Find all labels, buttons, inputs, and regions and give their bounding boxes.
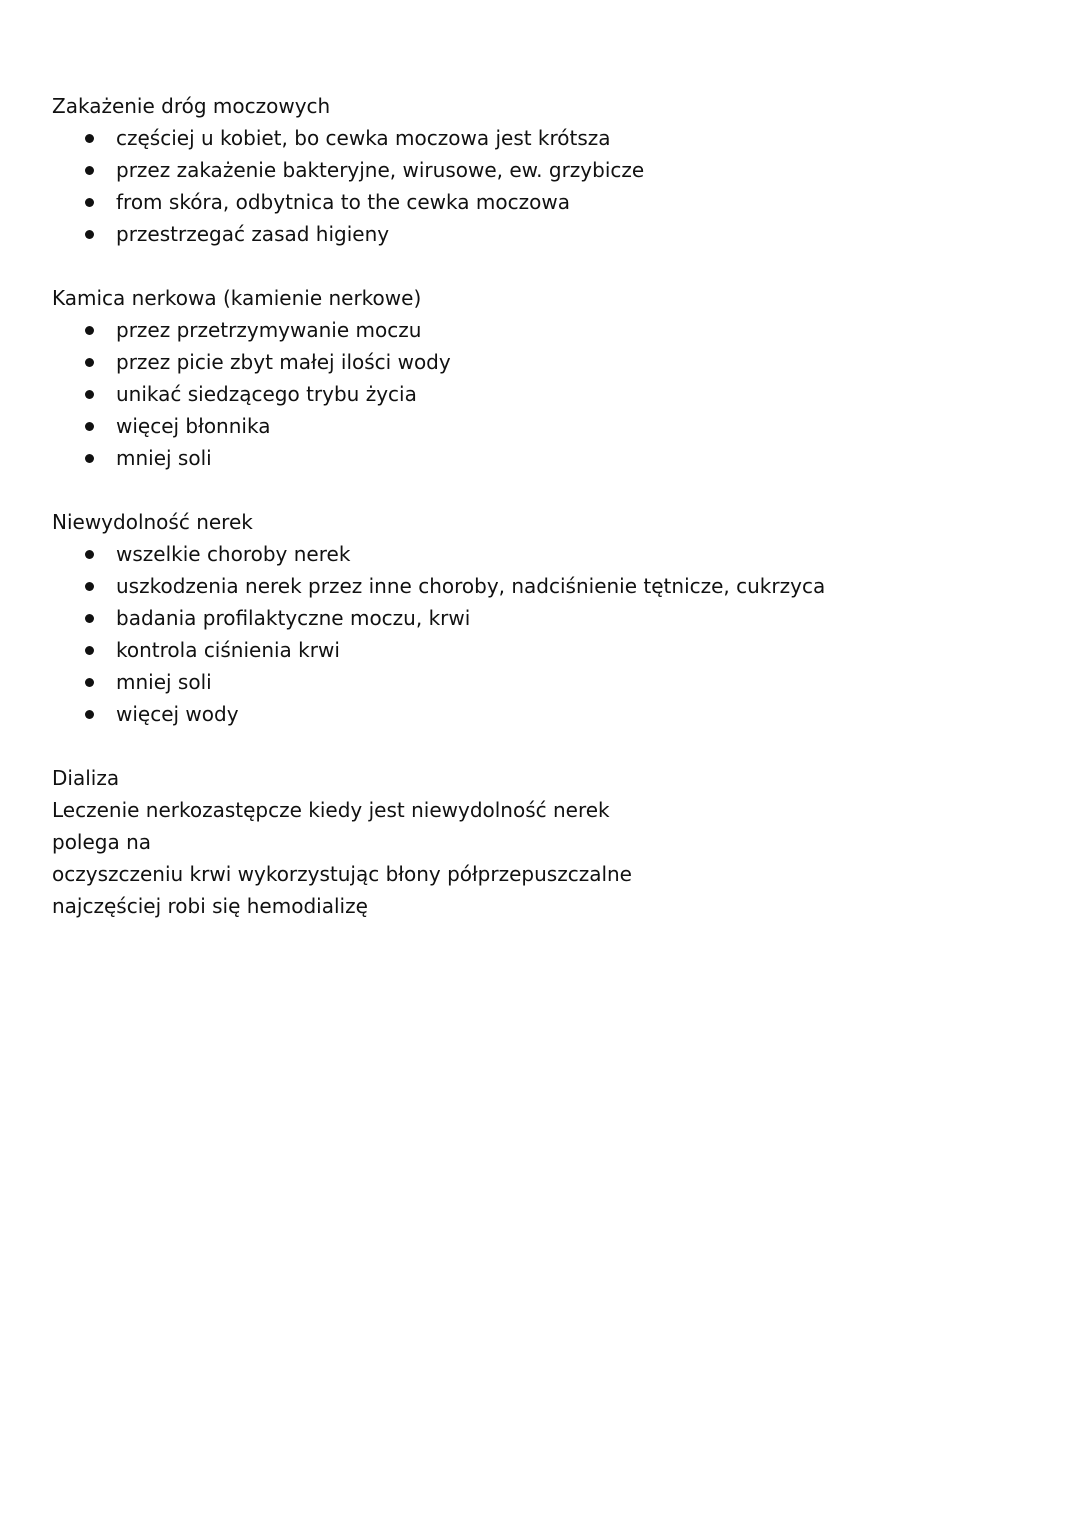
- bullet-icon: [85, 614, 94, 623]
- bullet-list: [52, 314, 1032, 474]
- list-item-text: badania profilaktyczne moczu, krwi: [116, 606, 471, 630]
- paragraph-line: Leczenie nerkozastępcze kiedy jest niewydolność nerek: [52, 798, 610, 822]
- bullet-icon: [85, 230, 94, 239]
- list-item: [52, 666, 1032, 698]
- section-kidney-failure: [52, 506, 1032, 730]
- list-item-text: więcej wody: [116, 702, 239, 726]
- list-item: [52, 378, 1032, 410]
- list-item-text: mniej soli: [116, 670, 212, 694]
- list-item-text: kontrola ciśnienia krwi: [116, 638, 340, 662]
- list-item: [52, 314, 1032, 346]
- list-item: [52, 538, 1032, 570]
- list-item-text: więcej błonnika: [116, 414, 271, 438]
- bullet-icon: [85, 326, 94, 335]
- bullet-icon: [85, 166, 94, 175]
- list-item: [52, 570, 1032, 602]
- list-item-text: przez przetrzymywanie moczu: [116, 318, 422, 342]
- list-item: [52, 442, 1032, 474]
- bullet-icon: [85, 582, 94, 591]
- list-item-text: przestrzegać zasad higieny: [116, 222, 390, 246]
- bullet-icon: [85, 358, 94, 367]
- bullet-icon: [85, 422, 94, 431]
- section-heading: Dializa: [52, 766, 120, 790]
- paragraph-line: oczyszczeniu krwi wykorzystując błony półprzepuszczalne: [52, 862, 632, 886]
- list-item-text: wszelkie choroby nerek: [116, 542, 351, 566]
- bullet-icon: [85, 550, 94, 559]
- section-kidney-stones: [52, 282, 1032, 474]
- bullet-icon: [85, 646, 94, 655]
- list-item-text: przez picie zbyt małej ilości wody: [116, 350, 451, 374]
- bullet-icon: [85, 454, 94, 463]
- list-item: [52, 186, 1032, 218]
- bullet-icon: [85, 134, 94, 143]
- bullet-list: [52, 538, 1032, 730]
- list-item: [52, 602, 1032, 634]
- list-item: [52, 410, 1032, 442]
- list-item: [52, 634, 1032, 666]
- bullet-list: [52, 122, 1032, 250]
- list-item-text: mniej soli: [116, 446, 212, 470]
- list-item: [52, 346, 1032, 378]
- document-content: [52, 90, 1032, 954]
- list-item-text: from skóra, odbytnica to the cewka moczowa: [116, 190, 570, 214]
- paragraph-line: polega na: [52, 830, 152, 854]
- bullet-icon: [85, 710, 94, 719]
- section-urinary-tract-infection: [52, 90, 1032, 250]
- section-heading: Niewydolność nerek: [52, 510, 253, 534]
- list-item-text: uszkodzenia nerek przez inne choroby, nadciśnienie tętnicze, cukrzyca: [116, 574, 826, 598]
- list-item: [52, 154, 1032, 186]
- list-item-text: częściej u kobiet, bo cewka moczowa jest krótsza: [116, 126, 611, 150]
- paragraph-line: najczęściej robi się hemodializę: [52, 894, 368, 918]
- section-dialysis: [52, 762, 1032, 922]
- bullet-icon: [85, 678, 94, 687]
- bullet-icon: [85, 390, 94, 399]
- section-heading: Zakażenie dróg moczowych: [52, 94, 331, 118]
- list-item: [52, 122, 1032, 154]
- section-heading: Kamica nerkowa (kamienie nerkowe): [52, 286, 422, 310]
- list-item-text: przez zakażenie bakteryjne, wirusowe, ew. grzybicze: [116, 158, 645, 182]
- list-item: [52, 698, 1032, 730]
- list-item-text: unikać siedzącego trybu życia: [116, 382, 417, 406]
- bullet-icon: [85, 198, 94, 207]
- list-item: [52, 218, 1032, 250]
